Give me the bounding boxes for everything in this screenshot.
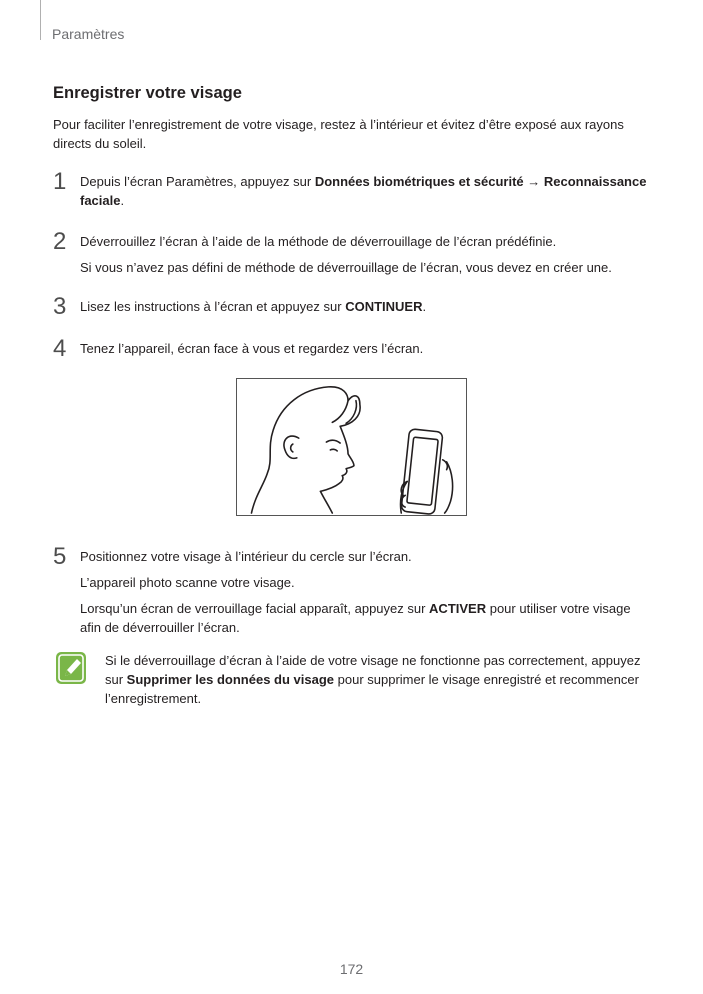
section-intro: Pour faciliter l’enregistrement de votre visage, restez à l’intérieur et évitez d’être exposé aux rayons directs du soleil.: [53, 117, 624, 151]
person-holding-phone-illustration: [237, 379, 466, 515]
step-text: Déverrouillez l’écran à l’aide de la méthode de déverrouillage de l’écran prédéfinie. Si vous n’avez pas défini de méthode de déverrouillage de l’écran, vous devez en créer une.: [80, 234, 612, 275]
menu-path-biometrics: Données biométriques et sécurité: [314, 174, 524, 189]
face-scan-illustration: [236, 378, 467, 516]
page-number: 172: [339, 961, 364, 977]
step-text: Tenez l’appareil, écran face à vous et regardez vers l’écran.: [80, 341, 424, 356]
step-number: 4: [53, 335, 67, 362]
note-text: Si le déverrouillage d’écran à l’aide de votre visage ne fonctionne pas correctement, appuyez sur Supprimer les données du visage pour supprimer le visage enregistré et recommencer l’enregistrement.: [105, 653, 641, 706]
header-rule: [40, 0, 41, 40]
step-text: Positionnez votre visage à l’intérieur du cercle sur l’écran. L’appareil photo scanne votre visage. Lorsqu’un écran de verrouillage facial apparaît, appuyez sur ACTIVER pour utiliser votre visage afin de déverrouiller l’écran.: [80, 549, 631, 635]
step-number: 5: [53, 543, 67, 570]
activate-label: ACTIVER: [429, 601, 487, 616]
step-number: 3: [53, 293, 67, 320]
step-number: 2: [53, 228, 67, 255]
continue-label: CONTINUER: [345, 299, 423, 314]
note-pencil-icon: [55, 651, 87, 685]
step-number: 1: [53, 168, 67, 195]
step-text: Lisez les instructions à l’écran et appuyez sur CONTINUER.: [80, 299, 427, 314]
header-title: Paramètres: [52, 26, 125, 42]
menu-path-face-recognition: Reconnaissance faciale: [80, 174, 647, 208]
delete-face-data-label: Supprimer les données du visage: [126, 672, 335, 687]
step-text: Depuis l’écran Paramètres, appuyez sur Données biométriques et sécurité → Reconnaissance faciale.: [80, 174, 647, 208]
section-title: Enregistrer votre visage: [53, 84, 242, 102]
